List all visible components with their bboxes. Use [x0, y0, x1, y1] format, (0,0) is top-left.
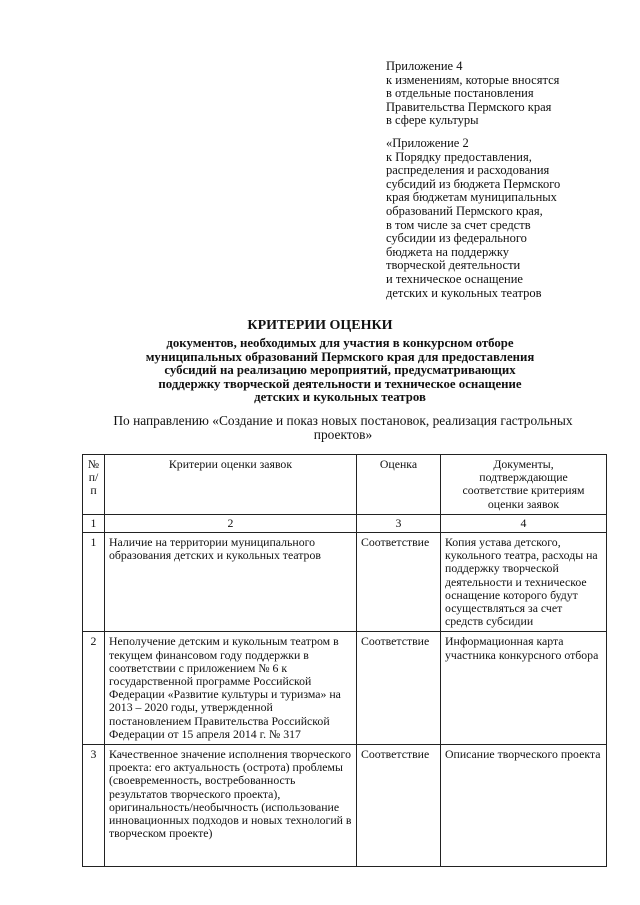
column-number: 1: [83, 514, 105, 532]
row-criterion: Наличие на территории муниципального образования детских и кукольных театров: [105, 533, 357, 632]
row-documents: Копия устава детского, кукольного театра, расходы на поддержку творческой деятельности и техническое оснащение которого будут осуществляться за счет средств субсидии: [441, 533, 607, 632]
header-documents: Документы, подтверждающие соответствие критериям оценки заявок: [441, 455, 607, 515]
row-assessment: Соответствие: [357, 533, 441, 632]
column-number: 4: [441, 514, 607, 532]
row-documents: Информационная карта участника конкурсного отбора: [441, 632, 607, 745]
row-assessment: Соответствие: [357, 745, 441, 867]
row-number: 2: [83, 632, 105, 745]
row-documents: Описание творческого проекта: [441, 745, 607, 867]
table-row: [83, 533, 607, 632]
table-row: [83, 632, 607, 745]
row-number: 3: [83, 745, 105, 867]
criteria-table: [82, 454, 607, 867]
row-criterion: Качественное значение исполнения творческого проекта: его актуальность (острота) проблемы (своевременность, востребованность результатов творческого проекта), оригинальность/необычность (использование инновационных подходов и новых технологий в творческом проекте): [105, 745, 357, 867]
column-number: 3: [357, 514, 441, 532]
annex-quote: «Приложение 2 к Порядку предоставления, распределения и расходования субсидий из бюджета Пермского края бюджетам муниципальных образований Пермского края, в том числе за счет средств субсидии из федерального бюджета на поддержку творческой деятельности и техническое оснащение детских и кукольных театров: [386, 136, 561, 300]
header-criterion: Критерии оценки заявок: [105, 455, 357, 515]
row-criterion: Неполучение детским и кукольным театром в текущем финансовом году поддержки в соответствии с приложением № 6 к государственной программе Российской Федерации «Развитие культуры и туризма» на 2013 – 2020 годы, утвержденной постановлением Правительства Российской Федерации от 15 апреля 2014 г. № 317: [105, 632, 357, 745]
annex-header: Приложение 4 к изменениям, которые вносятся в отдельные постановления Правительства Пермского края в сфере культуры: [386, 59, 560, 128]
header-number: № п/п: [83, 455, 105, 515]
table-header-row: [83, 455, 607, 515]
header-assessment: Оценка: [357, 455, 441, 515]
document-subtitle: документов, необходимых для участия в конкурсном отборе муниципальных образований Пермского края для предоставления субсидий на реализацию мероприятий, предусматривающих поддержку творческой деятельности и техническое оснащение детских и кукольных театров: [145, 336, 535, 405]
row-assessment: Соответствие: [357, 632, 441, 745]
table-row: [83, 745, 607, 867]
column-number: 2: [105, 514, 357, 532]
column-number-row: [83, 514, 607, 532]
document-title: КРИТЕРИИ ОЦЕНКИ: [247, 318, 393, 333]
direction-line: По направлению «Создание и показ новых постановок, реализация гастрольных проектов»: [113, 413, 573, 442]
row-number: 1: [83, 533, 105, 632]
